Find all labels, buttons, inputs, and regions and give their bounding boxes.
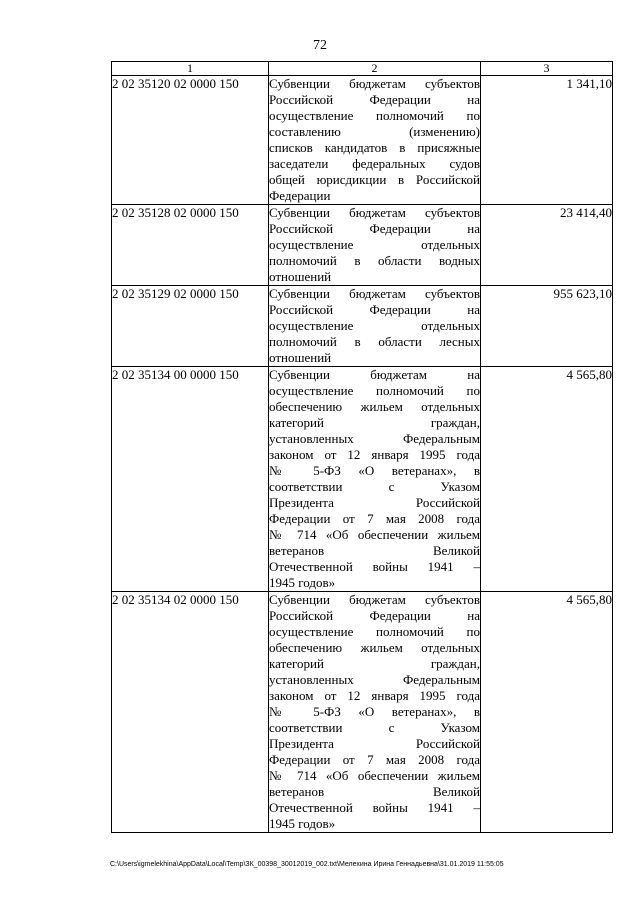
income-description-cell xyxy=(269,286,481,367)
budget-table xyxy=(111,61,613,833)
description-line: заседатели федеральных судов xyxy=(269,156,480,171)
description-line: отношений xyxy=(269,350,332,365)
column-header-1: 1 xyxy=(112,62,269,76)
description-line: Субвенции бюджетам на xyxy=(269,367,480,382)
description-line: установленных Федеральным xyxy=(269,431,480,446)
description-line: Отечественной войны 1941 – xyxy=(269,800,480,815)
income-code-cell: 2 02 35120 02 0000 150 xyxy=(112,76,269,205)
description-line: № 5-ФЗ «О ветеранах», в xyxy=(269,704,480,719)
amount-cell: 4 565,80 xyxy=(481,367,613,592)
description-line: общей юрисдикции в Российской xyxy=(269,172,480,187)
description-line: составлению (изменению) xyxy=(269,124,480,139)
description-line: Субвенции бюджетам субъектов xyxy=(269,592,480,607)
page-number: 72 xyxy=(313,38,327,53)
income-description-cell xyxy=(269,367,481,592)
description-line: Субвенции бюджетам субъектов xyxy=(269,286,480,301)
description-line: осуществление полномочий по xyxy=(269,383,480,398)
description-line: списков кандидатов в присяжные xyxy=(269,140,480,155)
income-description-cell xyxy=(269,76,481,205)
description-line: обеспечению жильем отдельных xyxy=(269,399,480,414)
description-line: Российской Федерации на xyxy=(269,302,480,317)
income-code-cell: 2 02 35134 00 0000 150 xyxy=(112,367,269,592)
table-row xyxy=(112,205,613,286)
description-line: осуществление отдельных xyxy=(269,237,480,252)
income-code-cell: 2 02 35129 02 0000 150 xyxy=(112,286,269,367)
description-line: отношений xyxy=(269,269,332,284)
description-line: осуществление полномочий по xyxy=(269,624,480,639)
description-line: соответствии с Указом xyxy=(269,479,480,494)
table-row xyxy=(112,286,613,367)
description-line: Субвенции бюджетам субъектов xyxy=(269,205,480,220)
description-line: 1945 годов» xyxy=(269,816,336,831)
description-line: Субвенции бюджетам субъектов xyxy=(269,76,480,91)
description-line: № 714 «Об обеспечении жильем xyxy=(269,768,480,783)
description-line: Президента Российской xyxy=(269,736,480,751)
description-line: законом от 12 января 1995 года xyxy=(269,447,480,462)
income-code-cell: 2 02 35134 02 0000 150 xyxy=(112,592,269,833)
description-line: 1945 годов» xyxy=(269,575,336,590)
description-line: Российской Федерации на xyxy=(269,221,480,236)
amount-cell: 4 565,80 xyxy=(481,592,613,833)
description-line: категорий граждан, xyxy=(269,415,480,430)
description-line: полномочий в области лесных xyxy=(269,334,480,349)
description-line: Российской Федерации на xyxy=(269,608,480,623)
column-header-2: 2 xyxy=(269,62,481,76)
description-line: Федерации от 7 мая 2008 года xyxy=(269,752,480,767)
file-path-footer: C:\Users\igmelekhina\AppData\Local\Temp\ЗК_00398_30012019_002.txt\Мелехина Ирина Геннадьевна\31.01.2019 11:55:05 xyxy=(110,861,504,868)
description-line: обеспечению жильем отдельных xyxy=(269,640,480,655)
table-header-row xyxy=(112,62,613,76)
table-row xyxy=(112,76,613,205)
income-description-cell xyxy=(269,205,481,286)
description-line: полномочий в области водных xyxy=(269,253,480,268)
description-line: Президента Российской xyxy=(269,495,480,510)
description-line: категорий граждан, xyxy=(269,656,480,671)
amount-cell: 1 341,10 xyxy=(481,76,613,205)
description-line: Российской Федерации на xyxy=(269,92,480,107)
table-row xyxy=(112,592,613,833)
description-line: Отечественной войны 1941 – xyxy=(269,559,480,574)
income-code-cell: 2 02 35128 02 0000 150 xyxy=(112,205,269,286)
description-line: Федерации от 7 мая 2008 года xyxy=(269,511,480,526)
table-row xyxy=(112,367,613,592)
description-line: № 714 «Об обеспечении жильем xyxy=(269,527,480,542)
description-line: осуществление отдельных xyxy=(269,318,480,333)
description-line: ветеранов Великой xyxy=(269,784,480,799)
description-line: № 5-ФЗ «О ветеранах», в xyxy=(269,463,480,478)
description-line: осуществление полномочий по xyxy=(269,108,480,123)
description-line: законом от 12 января 1995 года xyxy=(269,688,480,703)
income-description-cell xyxy=(269,592,481,833)
description-line: Федерации xyxy=(269,188,331,203)
column-header-3: 3 xyxy=(481,62,613,76)
description-line: ветеранов Великой xyxy=(269,543,480,558)
description-line: соответствии с Указом xyxy=(269,720,480,735)
amount-cell: 955 623,10 xyxy=(481,286,613,367)
amount-cell: 23 414,40 xyxy=(481,205,613,286)
description-line: установленных Федеральным xyxy=(269,672,480,687)
